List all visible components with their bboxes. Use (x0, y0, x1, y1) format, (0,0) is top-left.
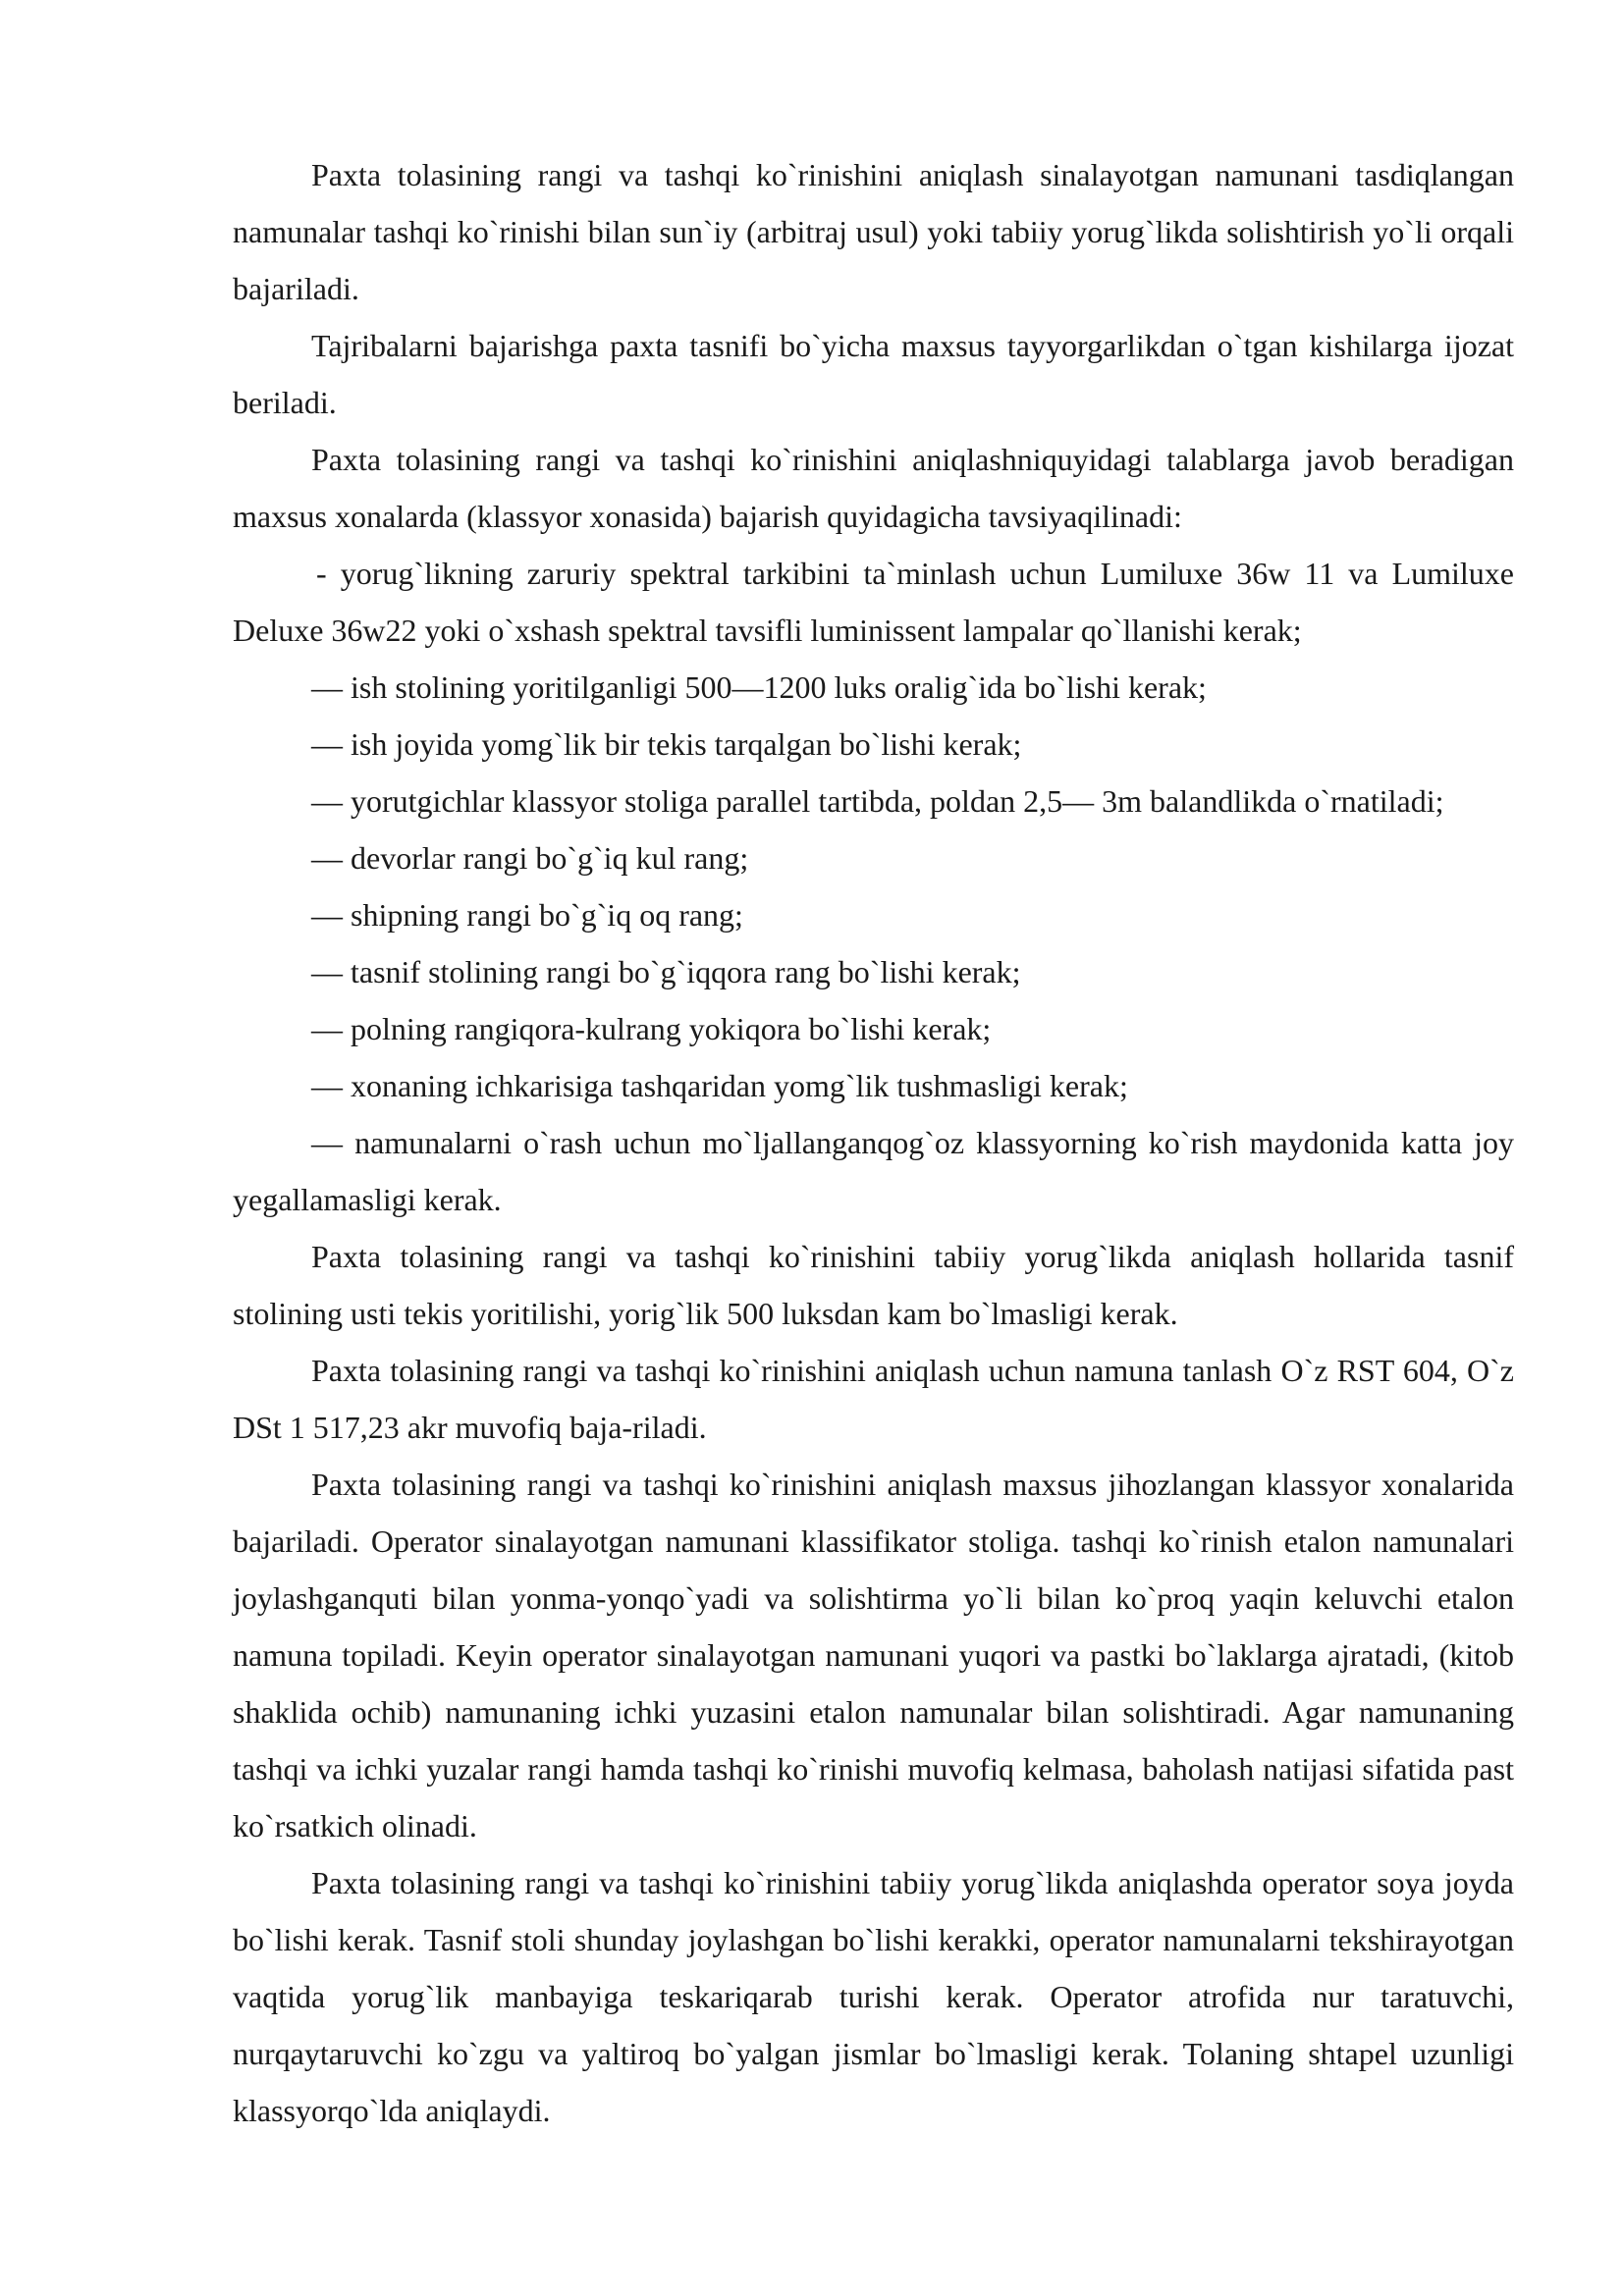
document-body (233, 146, 1514, 2139)
requirement-item: — devorlar rangi bo`g`iq kul rang; (311, 840, 749, 876)
requirement-lamps: - yorug`likning zaruriy spektral tarkibini ta`minlash uchun Lumiluxe 36w 11 va Lumiluxe Deluxe 36w22 yoki o`xshash spektral tavsifli luminissent lampalar qo`llanishi kerak; (233, 556, 1514, 648)
paragraph-room-requirements: Paxta tolasining rangi va tashqi ko`rinishini aniqlashniquyidagi talablarga javob beradigan maxsus xonalarda (klassyor xonasida) bajarish quyidagicha tavsiyaqilinadi: (233, 442, 1514, 534)
requirement-item: — shipning rangi bo`g`iq oq rang; (311, 897, 743, 933)
requirement-item: — tasnif stolining rangi bo`g`iqqora rang bo`lishi kerak; (311, 954, 1021, 989)
paragraph-permission: Tajribalarni bajarishga paxta tasnifi bo`yicha maxsus tayyorgarlikdan o`tgan kishilarga ijozat beriladi. (233, 328, 1514, 420)
requirement-item: — polning rangiqora-kulrang yokiqora bo`lishi kerak; (311, 1011, 992, 1046)
paragraph-natural-light: Paxta tolasining rangi va tashqi ko`rinishini tabiiy yorug`likda aniqlash hollarida tasnif stolining usti tekis yoritilishi, yorig`lik 500 luksdan kam bo`lmasligi kerak. (233, 1239, 1514, 1331)
requirement-item: — ish joyida yomg`lik bir tekis tarqalgan bo`lishi kerak; (311, 726, 1022, 762)
paragraph-operator: Paxta tolasining rangi va tashqi ko`rinishini tabiiy yorug`likda aniqlashda operator soya joyda bo`lishi kerak. Tasnif stoli shunday joylashgan bo`lishi kerakki, operator namunalarni tekshirayotgan vaqtida yorug`lik manbayiga teskariqarab turishi kerak. Operator atrofida nur taratuvchi, nurqaytaruvchi ko`zgu va yaltiroq bo`yalgan jismlar bo`lmasligi kerak. Tolaning shtapel uzunligi klassyorqo`lda aniqlaydi. (233, 1865, 1514, 2128)
requirement-wrapping: — namunalarni o`rash uchun mo`ljallanganqog`oz klassyorning ko`rish maydonida katta joy yegallamasligi kerak. (233, 1125, 1514, 1217)
requirement-item: — ish stolining yoritilganligi 500—1200 luks oralig`ida bo`lishi kerak; (311, 669, 1207, 705)
paragraph-procedure: Paxta tolasining rangi va tashqi ko`rinishini aniqlash maxsus jihozlangan klassyor xonalarida bajariladi. Operator sinalayotgan namunani klassifikator stoliga. tashqi ko`rinish etalon namunalari joylashganquti bilan yonma-yonqo`yadi va solishtirma yo`li bilan ko`proq yaqin keluvchi etalon namuna topiladi. Keyin operator sinalayotgan namunani yuqori va pastki bo`laklarga ajratadi, (kitob shaklida ochib) namunaning ichki yuzasini etalon namunalar bilan solishtiradi. Agar namunaning tashqi va ichki yuzalar rangi hamda tashqi ko`rinishi muvofiq kelmasa, baholash natijasi sifatida past ko`rsatkich olinadi. (233, 1467, 1514, 1843)
requirement-item: — xonaning ichkarisiga tashqaridan yomg`lik tushmasligi kerak; (311, 1068, 1128, 1103)
paragraph-sampling: Paxta tolasining rangi va tashqi ko`rinishini aniqlash uchun namuna tanlash O`z RST 604, O`z DSt 1 517,23 akr muvofiq baja-riladi. (233, 1353, 1514, 1445)
paragraph-intro: Paxta tolasining rangi va tashqi ko`rinishini aniqlash sinalayotgan namunani tasdiqlangan namunalar tashqi ko`rinishi bilan sun`iy (arbitraj usul) yoki tabiiy yorug`likda solishtirish yo`li orqali bajariladi. (233, 157, 1514, 306)
requirement-item: — yorutgichlar klassyor stoliga parallel tartibda, poldan 2,5— 3m balandlikda o`rnatiladi; (311, 783, 1444, 819)
